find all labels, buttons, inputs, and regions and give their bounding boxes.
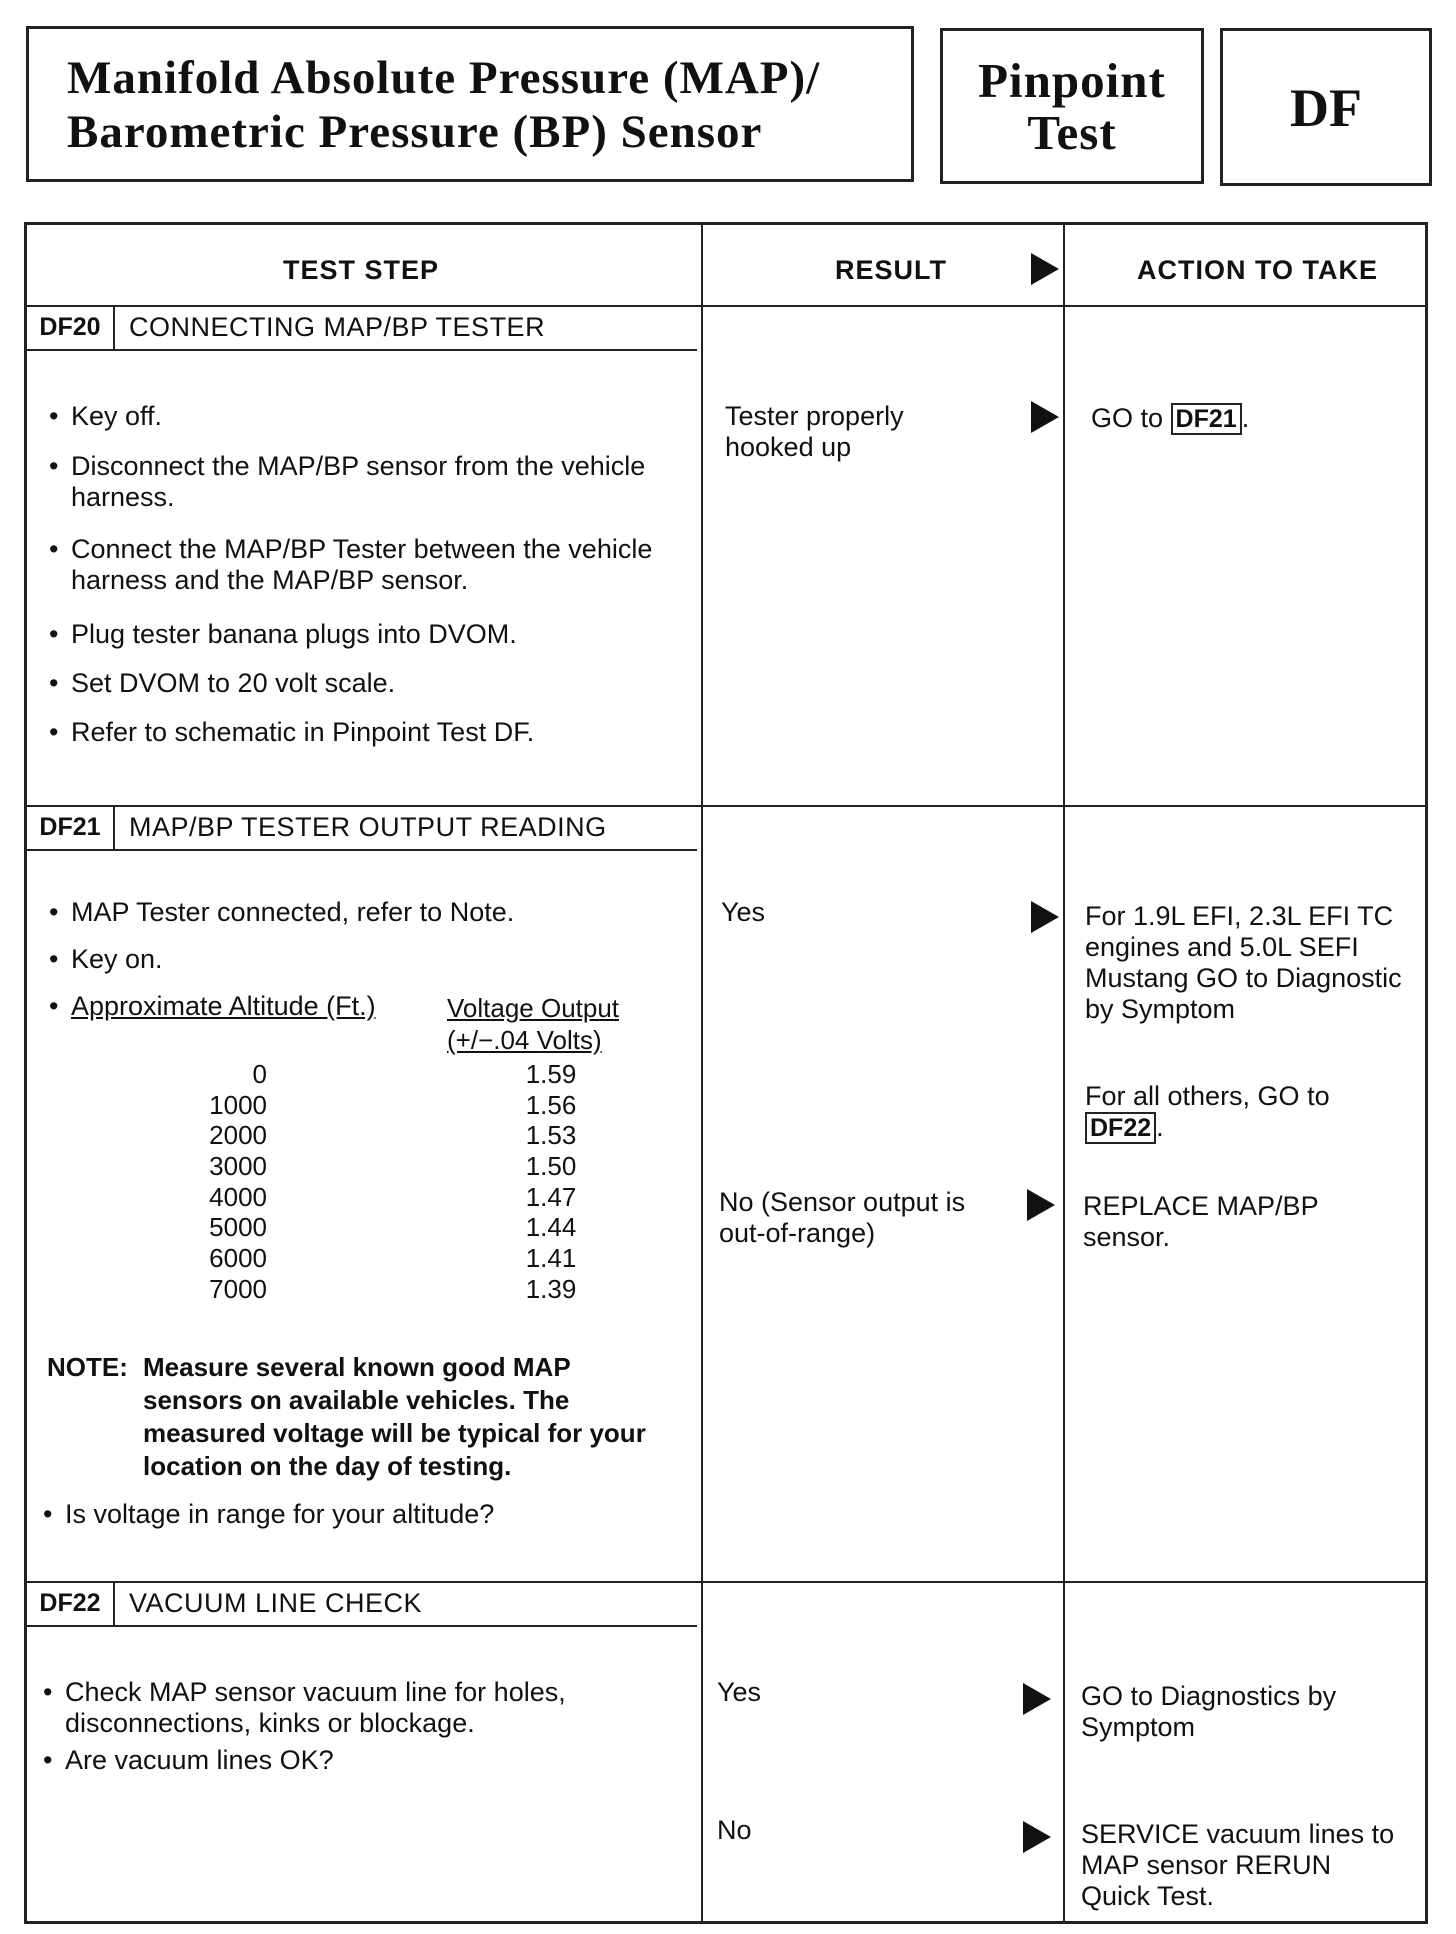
altitude-value: 1000 — [209, 1090, 267, 1120]
action-text: For 1.9L EFI, 2.3L EFI TC engines and 5.0L SEFI Mustang GO to Diagnostic by Symptom — [1085, 901, 1402, 1024]
result-arrow-icon — [1031, 901, 1059, 933]
voltage-value: 1.47 — [525, 1182, 577, 1212]
column-header-result: RESULT — [835, 255, 947, 285]
voltage-value: 1.56 — [525, 1090, 577, 1120]
step-bullet: • Is voltage in range for your altitude? — [43, 1499, 685, 1530]
action-suffix: . — [1156, 1112, 1164, 1142]
step-bullet: • Refer to schematic in Pinpoint Test DF. — [49, 717, 671, 748]
voltage-value: 1.50 — [525, 1151, 577, 1181]
step-title: MAP/BP TESTER OUTPUT READING — [129, 812, 607, 842]
result-yes: Yes — [721, 897, 766, 927]
column-header-action: ACTION TO TAKE — [1137, 255, 1378, 285]
test-label: Test — [1027, 105, 1117, 160]
column-divider-action — [1063, 225, 1065, 1921]
step-ref-df21: DF21 — [1171, 403, 1242, 435]
step-id: DF21 — [27, 805, 115, 849]
altitude-value: 3000 — [209, 1151, 267, 1181]
column-header-test-step: TEST STEP — [283, 255, 440, 285]
action-text: REPLACE MAP/BP sensor. — [1083, 1191, 1319, 1252]
voltage-value: 1.39 — [525, 1274, 577, 1304]
result-no: No — [717, 1815, 752, 1845]
step-bullet: • Key on. — [49, 944, 671, 975]
result-yes: Yes — [717, 1677, 762, 1707]
action-text: SERVICE vacuum lines to MAP sensor RERUN Quick Test. — [1081, 1819, 1395, 1911]
result-arrow-icon — [1031, 401, 1059, 433]
voltage-tolerance-header: (+/−.04 Volts) — [447, 1025, 602, 1055]
step-header-df21 — [27, 805, 697, 851]
result-no: No (Sensor output is out-of-range) — [719, 1187, 966, 1248]
result-arrow-icon — [1023, 1683, 1051, 1715]
step-bullet: • Key off. — [49, 401, 671, 432]
voltage-value: 1.44 — [525, 1212, 577, 1242]
test-code: DF — [1290, 78, 1362, 138]
step-title: VACUUM LINE CHECK — [129, 1588, 423, 1618]
header-arrow-icon — [1031, 253, 1059, 285]
result-arrow-icon — [1027, 1189, 1055, 1221]
step-header-df20 — [27, 305, 697, 351]
altitude-value: 0 — [252, 1059, 267, 1089]
result-text: Tester properly hooked up — [725, 401, 904, 462]
altitude-column-header: Approximate Altitude (Ft.) — [71, 991, 376, 1021]
voltage-column-header: Voltage Output — [447, 993, 620, 1023]
action-prefix: For all others, GO to — [1085, 1081, 1330, 1111]
step-bullet: • Set DVOM to 20 volt scale. — [49, 668, 671, 699]
step-bullet: • Connect the MAP/BP Tester between the vehicle harness and the MAP/BP sensor. — [49, 534, 671, 596]
test-code-box — [1220, 28, 1432, 186]
action-text — [1085, 1081, 1405, 1144]
altitude-value: 2000 — [209, 1120, 267, 1150]
voltage-value: 1.59 — [525, 1059, 577, 1089]
altitude-header-bullet — [49, 991, 411, 1022]
altitude-value: 6000 — [209, 1243, 267, 1273]
title-line-1: Manifold Absolute Pressure (MAP)/ — [67, 52, 821, 104]
pinpoint-label: Pinpoint — [978, 53, 1166, 108]
altitude-value: 5000 — [209, 1212, 267, 1242]
title-box — [26, 26, 914, 182]
altitude-value: 7000 — [209, 1274, 267, 1304]
action-suffix: . — [1241, 403, 1250, 433]
altitude-value: 4000 — [209, 1182, 267, 1212]
step-id: DF22 — [27, 1581, 115, 1625]
step-bullet: • Plug tester banana plugs into DVOM. — [49, 619, 671, 650]
note-label: NOTE: — [47, 1352, 128, 1382]
voltage-value: 1.41 — [525, 1243, 577, 1273]
result-arrow-icon — [1023, 1821, 1051, 1853]
voltage-value: 1.53 — [525, 1120, 577, 1150]
action-text — [1091, 403, 1411, 435]
pinpoint-table — [24, 222, 1428, 1924]
step-ref-df22: DF22 — [1085, 1112, 1156, 1144]
step-bullet: • MAP Tester connected, refer to Note. — [49, 897, 671, 928]
step-bullet: • Disconnect the MAP/BP sensor from the vehicle harness. — [49, 451, 671, 513]
step-id: DF20 — [27, 305, 115, 349]
pinpoint-test-box — [940, 28, 1204, 184]
step-bullet: • Check MAP sensor vacuum line for holes, disconnections, kinks or blockage. — [43, 1677, 665, 1739]
column-divider-result — [701, 225, 703, 1921]
action-prefix: GO to — [1091, 403, 1164, 433]
step-header-df22 — [27, 1581, 697, 1627]
note-text: Measure several known good MAP sensors on available vehicles. The measured voltage will be typical for your location on the day of testing. — [143, 1352, 646, 1481]
page-title — [67, 51, 820, 159]
action-text: GO to Diagnostics by Symptom — [1081, 1681, 1337, 1742]
step-bullet: • Are vacuum lines OK? — [43, 1745, 665, 1776]
title-line-2: Barometric Pressure (BP) Sensor — [67, 106, 763, 158]
step-title: CONNECTING MAP/BP TESTER — [129, 312, 546, 342]
